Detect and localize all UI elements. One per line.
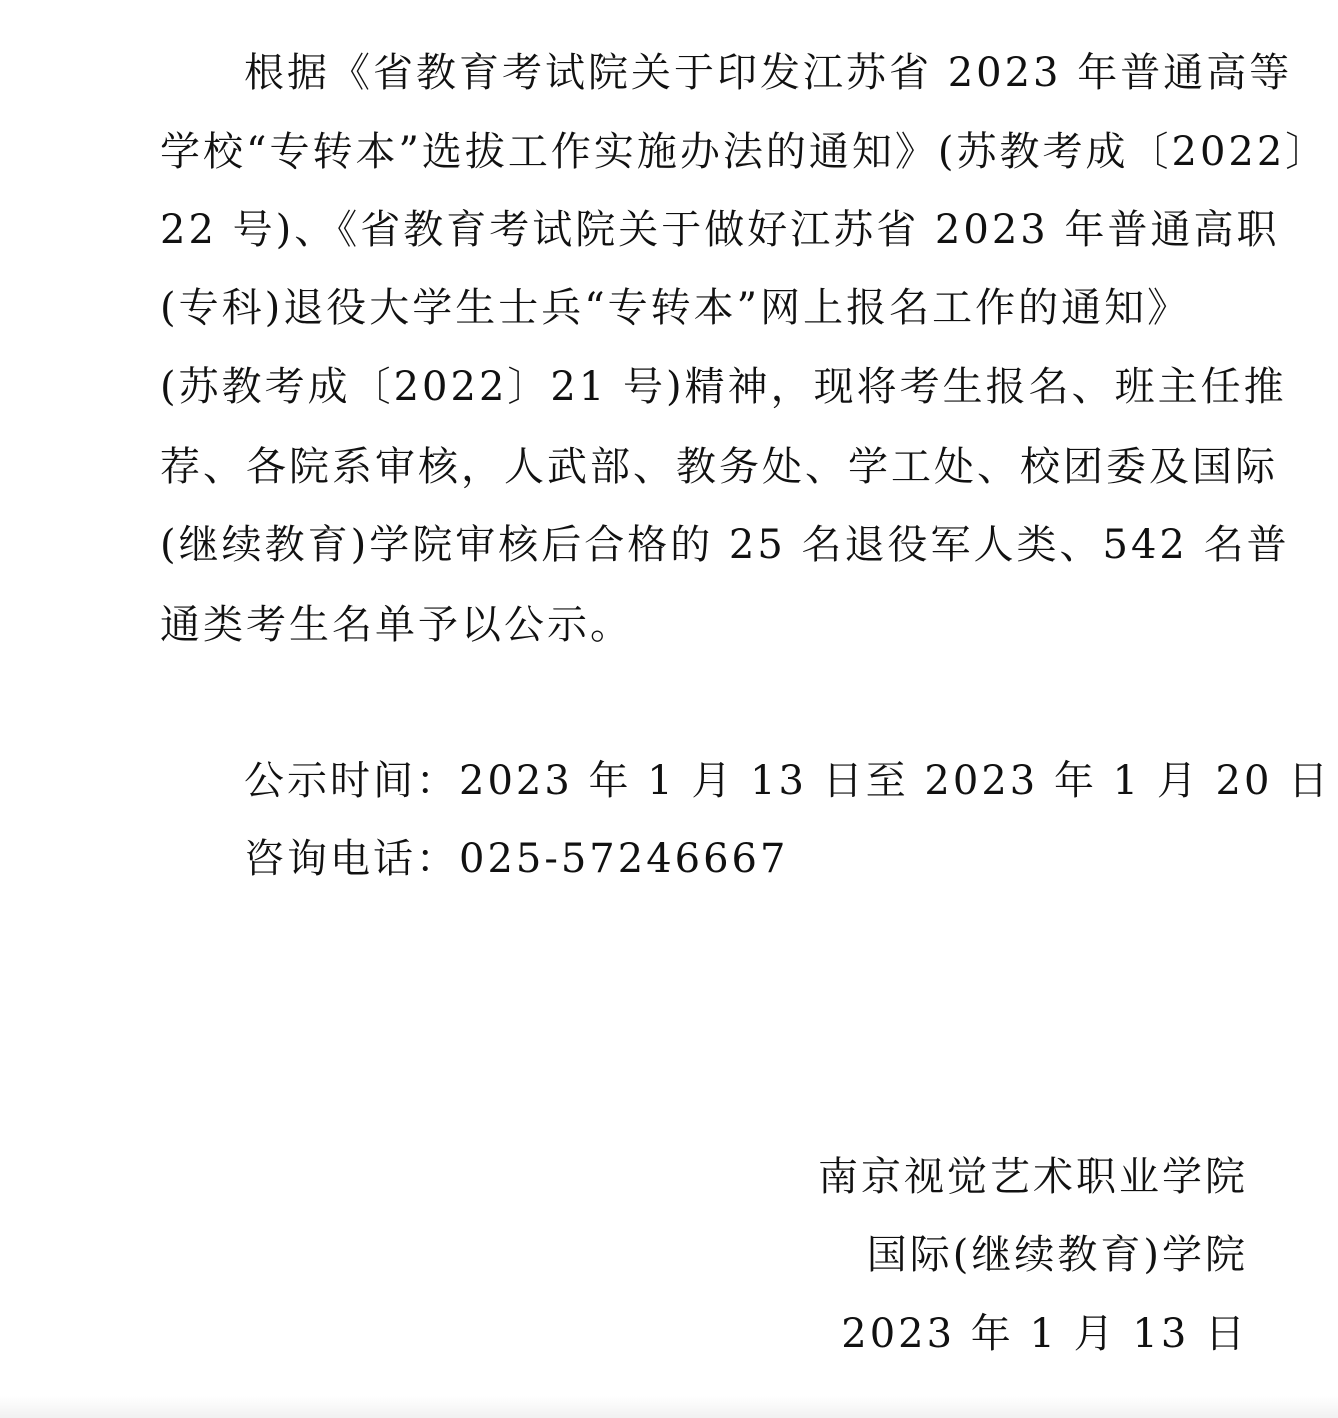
paragraph-line-2: 学校“专转本”选拔工作实施办法的通知》(苏教考成〔2022〕 — [160, 129, 1329, 175]
page-bottom-shadow — [0, 1396, 1338, 1418]
signature-department: 国际(继续教育)学院 — [866, 1232, 1248, 1278]
paragraph-line-4: (专科)退役大学生士兵“专转本”网上报名工作的通知》 — [160, 285, 1191, 331]
paragraph-line-6: 荐、各院系审核，人武部、教务处、学工处、校团委及国际 — [160, 444, 1278, 490]
paragraph-line-8: 通类考生名单予以公示。 — [160, 602, 633, 648]
contact-phone: 咨询电话：025-57246667 — [244, 836, 789, 882]
paragraph-line-7: (继续教育)学院审核后合格的 25 名退役军人类、542 名普 — [160, 522, 1290, 568]
signature-college: 南京视觉艺术职业学院 — [818, 1154, 1248, 1200]
signature-date: 2023 年 1 月 13 日 — [841, 1311, 1248, 1357]
paragraph-line-3: 22 号)、《省教育考试院关于做好江苏省 2023 年普通高职 — [160, 207, 1280, 253]
paragraph-line-5: (苏教考成〔2022〕21 号)精神，现将考生报名、班主任推 — [160, 364, 1287, 410]
paragraph-line-1: 根据《省教育考试院关于印发江苏省 2023 年普通高等 — [244, 50, 1293, 96]
publicity-time: 公示时间：2023 年 1 月 13 日至 2023 年 1 月 20 日 — [244, 758, 1332, 804]
